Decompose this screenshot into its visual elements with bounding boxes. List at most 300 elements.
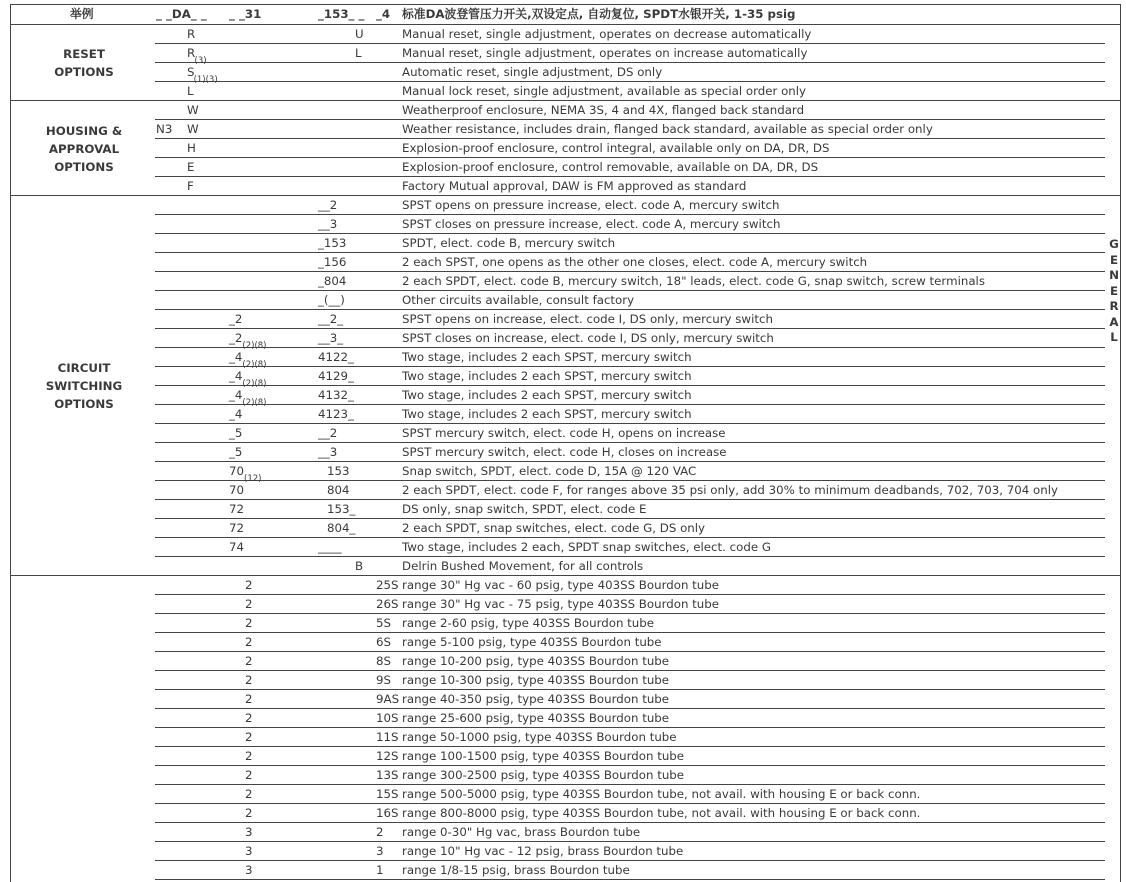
row-separator <box>155 119 1105 120</box>
side-label-letter: G <box>1109 237 1119 251</box>
row-circuit-code-text: __2 <box>318 426 338 440</box>
row-description-text: Manual reset, single adjustment, operates on increase automatically <box>402 46 808 60</box>
row-description-text: Factory Mutual approval, DAW is FM approved as standard <box>402 179 747 193</box>
row-model-code <box>187 102 199 118</box>
row-description-text: Two stage, includes 2 each SPST, mercury switch <box>402 350 692 364</box>
row-description <box>402 558 643 574</box>
row-circuit-code-text: _156 <box>318 255 347 269</box>
row-suffix-code-text: 25S <box>376 578 399 592</box>
row-separator <box>155 594 1105 595</box>
row-description <box>402 634 662 650</box>
side-label-letter: N <box>1109 268 1119 282</box>
row-description <box>402 254 867 270</box>
row-range-code-text: 2 <box>245 806 253 820</box>
row-description <box>402 292 634 308</box>
row-range-code-text: 74 <box>229 540 245 554</box>
row-range-code <box>245 653 253 669</box>
group-separator <box>10 575 1120 576</box>
row-description-text: range 1/8-15 psig, brass Bourdon tube <box>402 863 630 877</box>
row-description-text: Weather resistance, includes drain, flanged back standard, available as special order only <box>402 122 933 136</box>
row-suffix-code <box>376 767 399 783</box>
row-range-code-footnote: (2)(8) <box>242 379 267 389</box>
header-suffix-code: _4 <box>376 7 391 21</box>
row-range-code-footnote: (2)(8) <box>242 360 267 370</box>
row-range-code <box>245 786 253 802</box>
row-description <box>402 748 684 764</box>
group-separator <box>10 100 1120 101</box>
row-circuit-code-text: 4129_ <box>318 369 354 383</box>
header-separator <box>10 24 1120 25</box>
row-circuit-code-text: __2_ <box>318 312 344 326</box>
row-separator <box>155 613 1105 614</box>
side-label-letter: E <box>1109 252 1119 267</box>
row-description <box>402 672 669 688</box>
row-description-text: range 10-300 psig, type 403SS Bourdon tube <box>402 673 670 687</box>
row-description-text: SPST closes on increase, elect. code I, DS only, mercury switch <box>402 331 774 345</box>
row-description <box>402 425 726 441</box>
row-range-code-text: _2 <box>229 312 243 326</box>
row-separator <box>155 518 1105 519</box>
row-separator <box>155 214 1105 215</box>
row-separator <box>155 157 1105 158</box>
row-suffix-code-text: B <box>355 559 364 573</box>
row-separator <box>155 860 1105 861</box>
row-description-text: SPST opens on increase, elect. code I, DS only, mercury switch <box>402 312 773 326</box>
row-description <box>402 121 933 137</box>
row-range-code <box>245 710 253 726</box>
row-range-code-footnote: (2)(8) <box>242 398 267 408</box>
row-description-text: DS only, snap switch, SPDT, elect. code E <box>402 502 647 516</box>
row-description-text: range 100-1500 psig, type 403SS Bourdon tube <box>402 749 685 763</box>
row-suffix-code <box>376 843 384 859</box>
row-description-text: range 0-30" Hg vac, brass Bourdon tube <box>402 825 641 839</box>
row-range-code <box>229 330 242 346</box>
row-circuit-code <box>318 197 337 213</box>
row-description <box>402 45 807 61</box>
row-separator <box>155 632 1105 633</box>
row-description <box>402 843 683 859</box>
row-description-text: Other circuits available, consult factory <box>402 293 635 307</box>
side-label-letter: R <box>1109 299 1119 313</box>
row-separator <box>155 271 1105 272</box>
row-prefix-code <box>156 121 172 137</box>
row-circuit-code <box>318 406 354 422</box>
row-model-code <box>187 75 218 99</box>
row-range-code-text: 2 <box>245 597 253 611</box>
row-suffix-code-text: 10S <box>376 711 399 725</box>
header-model-code: _ _DA_ _ <box>156 7 207 21</box>
row-description <box>402 26 811 42</box>
row-description-text: Two stage, includes 2 each SPST, mercury switch <box>402 369 692 383</box>
row-model-code <box>187 121 199 137</box>
row-description <box>402 102 804 118</box>
row-circuit-code-text: 4132_ <box>318 388 354 402</box>
row-suffix-code <box>376 577 399 593</box>
row-description-text: range 800-8000 psig, type 403SS Bourdon tube, not avail. with housing E or back conn. <box>402 806 921 820</box>
row-circuit-code <box>318 216 337 232</box>
row-range-code-footnote: (2)(8) <box>242 341 267 351</box>
row-description <box>402 805 920 821</box>
row-circuit-code <box>318 311 343 327</box>
row-separator <box>155 385 1105 386</box>
side-label-general <box>1108 237 1120 346</box>
row-range-code-text: 2 <box>245 730 253 744</box>
row-separator <box>155 252 1105 253</box>
row-circuit-code-text: ____ <box>318 540 342 554</box>
row-separator <box>155 651 1105 652</box>
row-model-code-footnote: (3) <box>194 56 207 66</box>
row-range-code-text: 2 <box>245 635 253 649</box>
row-description <box>402 387 692 403</box>
row-range-code-text: 2 <box>245 749 253 763</box>
row-description-text: 2 each SPDT, snap switches, elect. code G, DS only <box>402 521 706 535</box>
row-circuit-code-text: 804_ <box>327 521 356 535</box>
row-separator <box>155 670 1105 671</box>
row-prefix-code-text: N3 <box>156 122 173 136</box>
row-suffix-code-text: 12S <box>376 749 399 763</box>
row-description <box>402 216 780 232</box>
row-range-code-text: 2 <box>245 578 253 592</box>
row-circuit-code <box>318 254 346 270</box>
row-description <box>402 140 829 156</box>
row-description <box>402 729 677 745</box>
row-description <box>402 159 818 175</box>
row-description-text: range 40-350 psig, type 403SS Bourdon tube <box>402 692 670 706</box>
row-range-code <box>229 463 244 479</box>
row-circuit-code <box>318 235 346 251</box>
row-description <box>402 349 692 365</box>
row-circuit-code-text: __3 <box>318 217 338 231</box>
side-label-letter: A <box>1109 314 1119 329</box>
row-model-code <box>187 45 195 61</box>
row-description <box>402 235 615 251</box>
row-model-code <box>187 178 194 194</box>
row-suffix-code <box>376 824 384 840</box>
row-description <box>402 311 773 327</box>
row-circuit-code-text: __3_ <box>318 331 344 345</box>
row-suffix-code <box>376 862 384 878</box>
row-range-code-text: 2 <box>245 692 253 706</box>
row-separator <box>155 822 1105 823</box>
row-suffix-code <box>376 786 399 802</box>
row-suffix-code <box>376 672 391 688</box>
row-model-code <box>187 159 194 175</box>
row-suffix-code <box>376 691 399 707</box>
row-range-code <box>245 634 253 650</box>
side-label-letter: L <box>1110 330 1118 344</box>
row-description <box>402 444 727 460</box>
row-range-code-text: 72 <box>229 502 245 516</box>
header-range-code: _ _31 <box>229 7 262 21</box>
row-range-code <box>245 596 253 612</box>
row-suffix-code <box>355 26 364 42</box>
row-circuit-code-text: 4123_ <box>318 407 354 421</box>
row-circuit-code-text: 804 <box>327 483 350 497</box>
row-separator <box>155 708 1105 709</box>
row-circuit-code <box>318 387 354 403</box>
row-separator <box>155 537 1105 538</box>
row-suffix-code <box>355 558 363 574</box>
row-description-text: Two stage, includes 2 each SPST, mercury switch <box>402 388 692 402</box>
table-right-border <box>1120 4 1121 882</box>
row-range-code-text: _4 <box>229 388 243 402</box>
row-description <box>402 406 692 422</box>
row-model-code-text: F <box>187 179 194 193</box>
row-range-code-text: 70 <box>229 464 245 478</box>
row-description <box>402 577 719 593</box>
row-description <box>402 691 669 707</box>
row-suffix-code <box>376 653 391 669</box>
row-range-code-text: 70 <box>229 483 245 497</box>
row-description <box>402 786 920 802</box>
row-description-text: Manual reset, single adjustment, operates on decrease automatically <box>402 27 812 41</box>
row-separator <box>155 309 1105 310</box>
row-description-text: Two stage, includes 2 each, SPDT snap switches, elect. code G <box>402 540 771 554</box>
row-circuit-code <box>318 292 345 308</box>
row-range-code <box>229 398 267 422</box>
row-circuit-code <box>327 501 355 517</box>
header-example-label: 举例 <box>70 7 94 21</box>
row-description-text: Two stage, includes 2 each SPST, mercury switch <box>402 407 692 421</box>
row-description-text: SPST mercury switch, elect. code H, opens on increase <box>402 426 726 440</box>
row-range-code-text: 2 <box>245 654 253 668</box>
row-description-text: range 10-200 psig, type 403SS Bourdon tube <box>402 654 670 668</box>
row-description <box>402 653 669 669</box>
row-description-text: SPST closes on pressure increase, elect. code A, mercury switch <box>402 217 781 231</box>
row-model-code-text: L <box>187 84 194 98</box>
row-range-code-text: 3 <box>245 863 253 877</box>
row-separator <box>155 461 1105 462</box>
row-description <box>402 862 630 878</box>
row-separator <box>155 499 1105 500</box>
row-range-code <box>229 444 242 460</box>
row-separator <box>155 328 1105 329</box>
row-description <box>402 501 646 517</box>
row-range-code-text: 3 <box>245 844 253 858</box>
row-range-code-text: _5 <box>229 445 243 459</box>
row-description-text: Delrin Bushed Movement, for all controls <box>402 559 644 573</box>
row-circuit-code-text: _153 <box>318 236 347 250</box>
row-circuit-code-text: __3 <box>318 445 338 459</box>
row-separator <box>155 784 1105 785</box>
row-separator <box>155 62 1105 63</box>
row-description-text: 2 each SPDT, elect. code F, for ranges above 35 psi only, add 30% to minimum deadbands, 702, 703, 704 only <box>402 483 1059 497</box>
row-circuit-code-text: 153 <box>327 464 350 478</box>
row-range-code <box>245 862 253 878</box>
row-circuit-code <box>318 444 337 460</box>
row-suffix-code-text: 9S <box>376 673 391 687</box>
row-circuit-code <box>327 482 350 498</box>
header-title: 标准DA波登管压力开关,双设定点, 自动复位, SPDT水银开关, 1-35 psig <box>402 7 796 21</box>
row-description <box>402 330 774 346</box>
row-description <box>402 710 669 726</box>
row-range-code <box>245 748 253 764</box>
row-description <box>402 539 771 555</box>
row-range-code-text: 2 <box>245 711 253 725</box>
row-description-text: Manual lock reset, single adjustment, available as special order only <box>402 84 807 98</box>
row-circuit-code <box>318 330 343 346</box>
row-range-code <box>245 729 253 745</box>
row-separator <box>155 765 1105 766</box>
row-separator <box>155 233 1105 234</box>
row-circuit-code <box>327 520 355 536</box>
row-separator <box>155 879 1105 880</box>
row-range-code-text: _4 <box>229 369 243 383</box>
row-range-code-text: _4 <box>229 407 243 421</box>
row-suffix-code <box>376 596 399 612</box>
row-description-text: range 25-600 psig, type 403SS Bourdon tube <box>402 711 670 725</box>
row-suffix-code-text: L <box>355 46 362 60</box>
row-suffix-code <box>376 805 399 821</box>
row-suffix-code-text: 3 <box>376 844 384 858</box>
row-description <box>402 824 640 840</box>
group-label: CIRCUIT SWITCHING OPTIONS <box>45 361 123 411</box>
row-range-code-text: _5 <box>229 426 243 440</box>
row-range-code <box>245 805 253 821</box>
row-suffix-code-text: 1 <box>376 863 384 877</box>
row-description-text: range 50-1000 psig, type 403SS Bourdon tube <box>402 730 677 744</box>
row-description <box>402 596 719 612</box>
row-description-text: SPDT, elect. code B, mercury switch <box>402 236 616 250</box>
row-description-text: SPST opens on pressure increase, elect. code A, mercury switch <box>402 198 780 212</box>
row-separator <box>155 442 1105 443</box>
row-separator <box>155 404 1105 405</box>
row-range-code-text: _2 <box>229 331 243 345</box>
row-range-code <box>229 520 244 536</box>
row-circuit-code-text: _804 <box>318 274 347 288</box>
row-suffix-code-text: 26S <box>376 597 399 611</box>
row-range-code <box>245 824 253 840</box>
row-range-code-text: 2 <box>245 768 253 782</box>
row-range-code <box>245 577 253 593</box>
row-range-code-text: 72 <box>229 521 245 535</box>
row-suffix-code <box>376 710 399 726</box>
row-suffix-code-text: 5S <box>376 616 391 630</box>
row-circuit-code <box>327 463 350 479</box>
row-suffix-code-text: 11S <box>376 730 399 744</box>
row-circuit-code <box>318 425 337 441</box>
row-circuit-code-text: 153_ <box>327 502 356 516</box>
row-description <box>402 197 779 213</box>
row-range-code <box>229 501 244 517</box>
row-suffix-code-text: 8S <box>376 654 391 668</box>
row-circuit-code <box>318 539 342 555</box>
row-suffix-code-text: 16S <box>376 806 399 820</box>
row-circuit-code <box>318 349 354 365</box>
row-circuit-code-text: _(__) <box>318 293 345 307</box>
row-description-text: Automatic reset, single adjustment, DS only <box>402 65 663 79</box>
row-description-text: range 2-60 psig, type 403SS Bourdon tube <box>402 616 655 630</box>
row-suffix-code <box>376 615 391 631</box>
row-model-code-text: S <box>187 65 195 79</box>
row-model-code-text: R <box>187 27 196 41</box>
row-model-code-text: W <box>187 103 199 117</box>
row-description <box>402 273 985 289</box>
row-description <box>402 64 662 80</box>
row-suffix-code <box>376 634 391 650</box>
row-range-code <box>245 672 253 688</box>
row-suffix-code-text: 2 <box>376 825 384 839</box>
row-range-code <box>245 691 253 707</box>
row-description-text: range 10" Hg vac - 12 psig, brass Bourdon tube <box>402 844 684 858</box>
row-separator <box>155 366 1105 367</box>
row-range-code-text: 2 <box>245 673 253 687</box>
row-range-code <box>229 539 244 555</box>
row-description <box>402 520 705 536</box>
row-separator <box>155 423 1105 424</box>
row-suffix-code-text: 13S <box>376 768 399 782</box>
row-range-code-text: 3 <box>245 825 253 839</box>
table-left-border <box>10 4 11 882</box>
row-description <box>402 463 696 479</box>
row-suffix-code <box>376 748 399 764</box>
row-description-text: range 30" Hg vac - 60 psig, type 403SS Bourdon tube <box>402 578 720 592</box>
row-separator <box>155 689 1105 690</box>
row-separator <box>155 138 1105 139</box>
row-separator <box>155 81 1105 82</box>
row-model-code-text: H <box>187 141 196 155</box>
row-description-text: Snap switch, SPDT, elect. code D, 15A @ 120 VAC <box>402 464 697 478</box>
row-circuit-code <box>318 273 346 289</box>
row-range-code-text: 2 <box>245 787 253 801</box>
row-range-code-text: 2 <box>245 616 253 630</box>
row-description-text: range 300-2500 psig, type 403SS Bourdon tube <box>402 768 685 782</box>
row-separator <box>155 803 1105 804</box>
row-description-text: range 30" Hg vac - 75 psig, type 403SS Bourdon tube <box>402 597 720 611</box>
row-description-text: Explosion-proof enclosure, control integral, available only on DA, DR, DS <box>402 141 830 155</box>
row-description <box>402 83 806 99</box>
row-description <box>402 615 654 631</box>
row-suffix-code <box>376 729 399 745</box>
row-model-code <box>187 26 195 42</box>
group-separator <box>10 195 1120 196</box>
row-separator <box>155 727 1105 728</box>
row-range-code <box>229 425 242 441</box>
row-suffix-code <box>355 45 362 61</box>
row-suffix-code-text: 6S <box>376 635 391 649</box>
row-description-text: range 5-100 psig, type 403SS Bourdon tube <box>402 635 662 649</box>
row-model-code-text: W <box>187 122 199 136</box>
row-circuit-code-text: 4122_ <box>318 350 354 364</box>
row-range-code <box>229 474 262 498</box>
table-top-border <box>10 4 1120 5</box>
row-range-code <box>245 615 253 631</box>
row-separator <box>155 290 1105 291</box>
row-description-text: SPST mercury switch, elect. code H, closes on increase <box>402 445 727 459</box>
row-description-text: range 500-5000 psig, type 403SS Bourdon tube, not avail. with housing E or back conn. <box>402 787 921 801</box>
row-description <box>402 482 1058 498</box>
row-range-code-footnote: (12) <box>244 474 262 484</box>
group-label: HOUSING & APPROVAL OPTIONS <box>45 124 123 174</box>
row-description-text: 2 each SPDT, elect. code B, mercury switch, 18" leads, elect. code G, snap switch, screw terminals <box>402 274 985 288</box>
row-suffix-code-text: 15S <box>376 787 399 801</box>
row-description <box>402 368 692 384</box>
group-label: RESET OPTIONS <box>54 47 114 79</box>
row-separator <box>155 176 1105 177</box>
row-suffix-code-text: U <box>355 27 364 41</box>
row-description-text: 2 each SPST, one opens as the other one closes, elect. code A, mercury switch <box>402 255 868 269</box>
row-circuit-code-text: __2 <box>318 198 338 212</box>
row-separator <box>155 841 1105 842</box>
header-circuit-code: _153_ _ <box>318 7 365 21</box>
row-separator <box>155 480 1105 481</box>
row-description-text: Weatherproof enclosure, NEMA 3S, 4 and 4X, flanged back standard <box>402 103 805 117</box>
row-separator <box>155 556 1105 557</box>
row-range-code-text: _4 <box>229 350 243 364</box>
row-separator <box>155 347 1105 348</box>
row-separator <box>155 746 1105 747</box>
row-circuit-code <box>318 368 354 384</box>
